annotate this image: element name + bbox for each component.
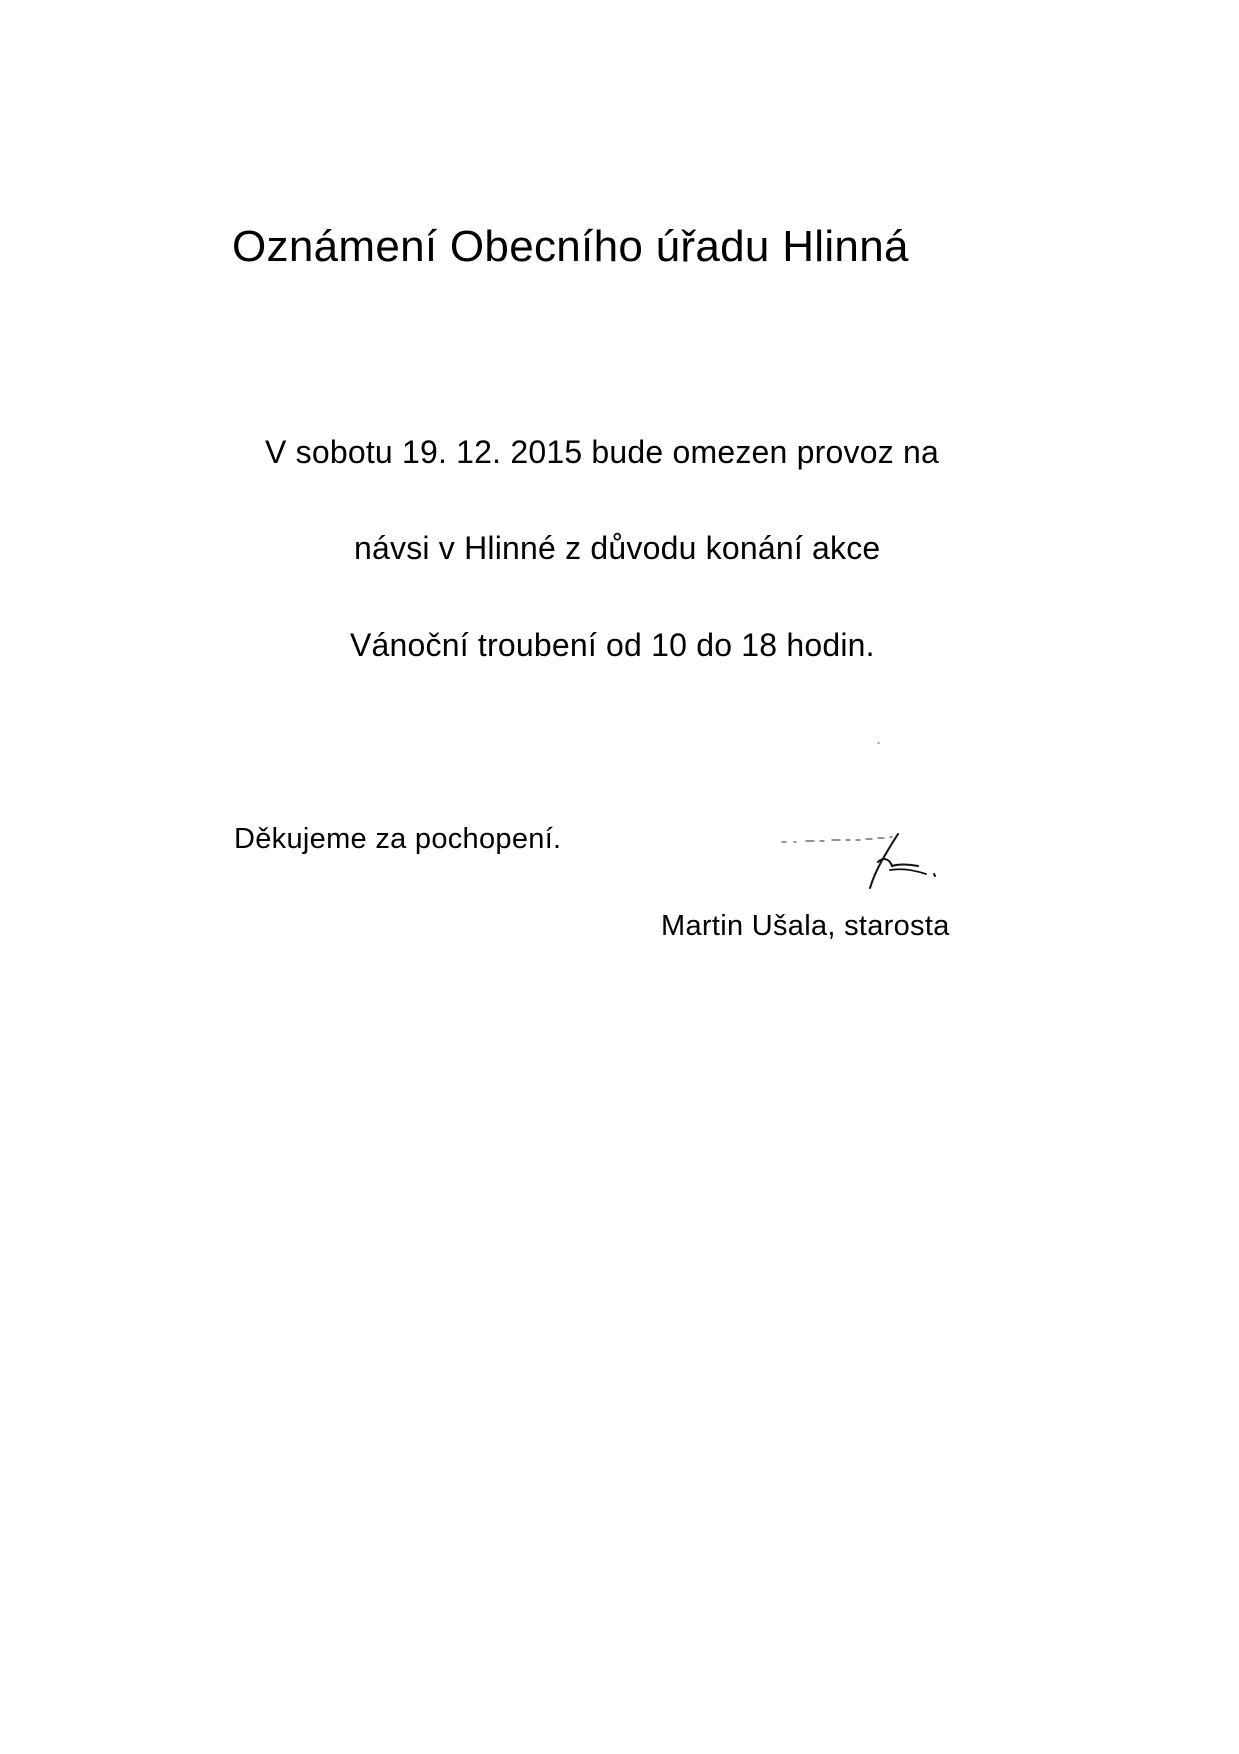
document-title: Oznámení Obecního úřadu Hlinná <box>232 222 909 271</box>
scan-speck <box>877 742 880 744</box>
signer-name: Martin Ušala, starosta <box>661 910 950 942</box>
handwritten-signature <box>780 820 980 900</box>
closing-text: Děkujeme za pochopení. <box>234 823 562 855</box>
notice-line-2: návsi v Hlinné z důvodu konání akce <box>354 530 881 566</box>
notice-line-3: Vánoční troubení od 10 do 18 hodin. <box>350 627 875 663</box>
notice-line-1: V sobotu 19. 12. 2015 bude omezen provoz na <box>265 434 939 470</box>
